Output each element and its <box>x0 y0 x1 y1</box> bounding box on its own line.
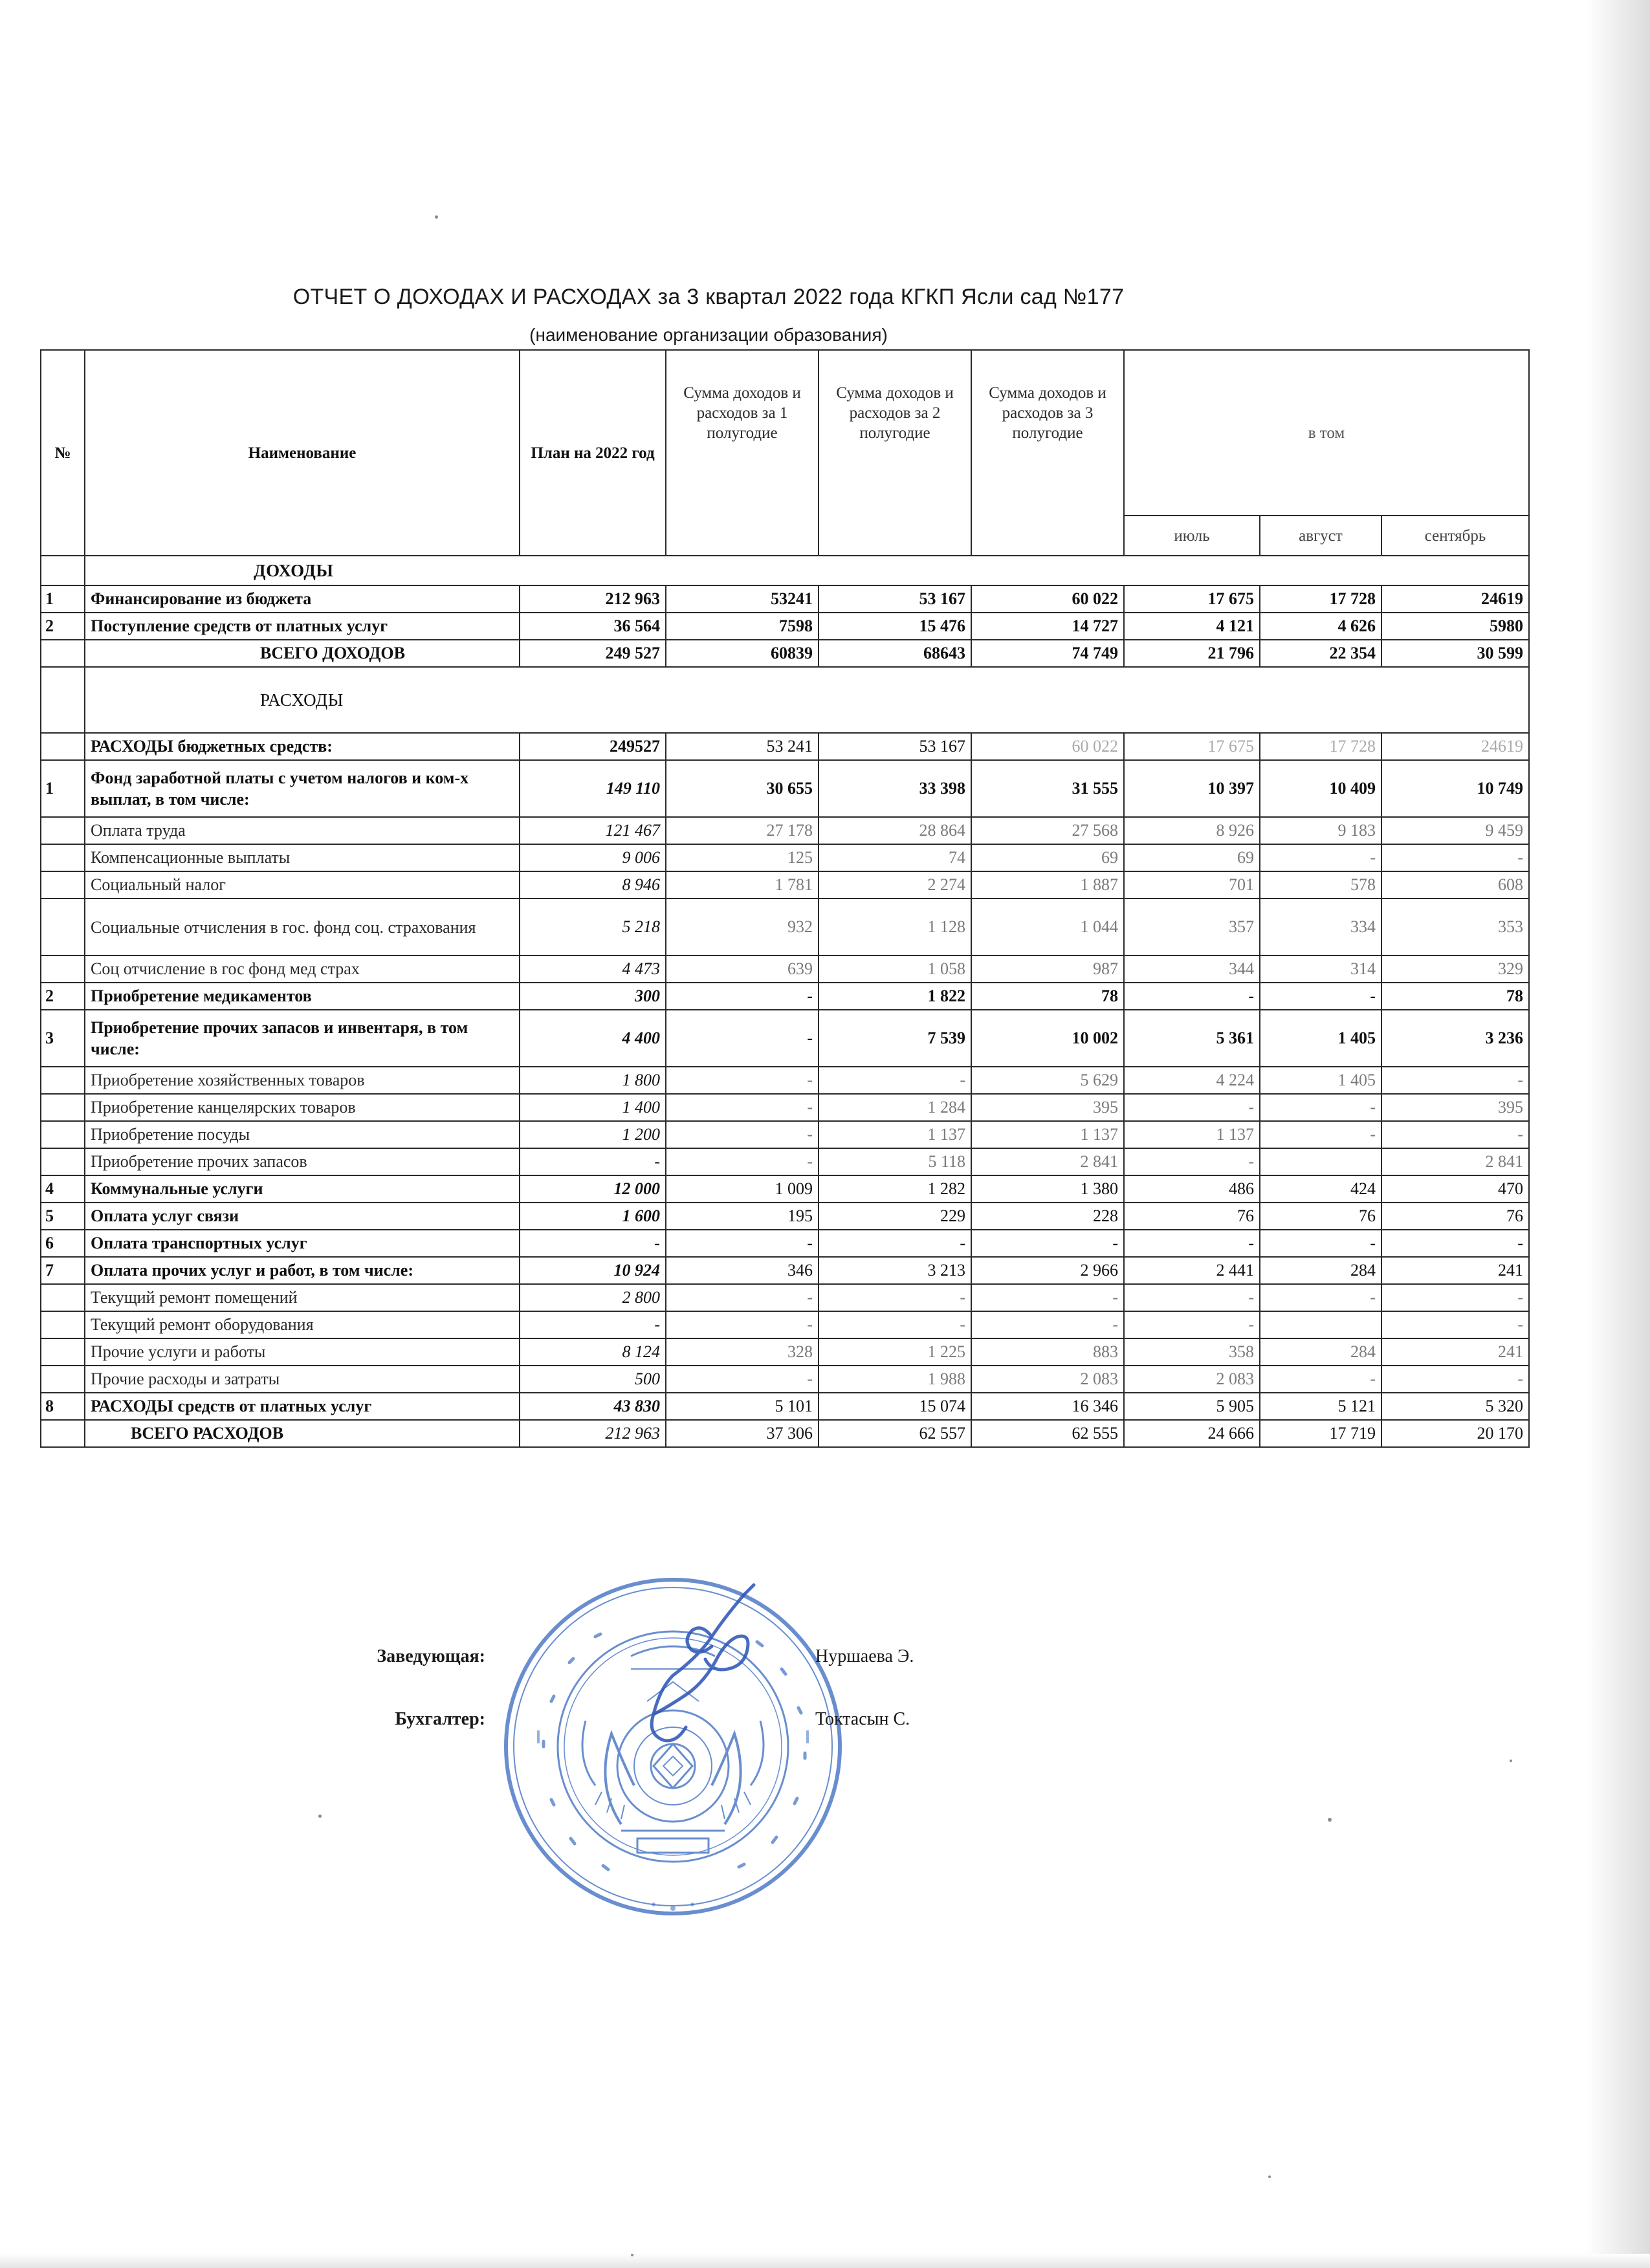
income-total-h3: 74 749 <box>971 640 1124 667</box>
header-half-3: Сумма доходов и расходов за 3 полугодие <box>971 350 1124 556</box>
expense-row <box>41 1067 1529 1094</box>
expense-row-index: 3 <box>41 1010 85 1067</box>
expense-row-index: 6 <box>41 1230 85 1257</box>
expense-row-h3: 2 841 <box>971 1148 1124 1175</box>
expense-row-plan: - <box>520 1230 666 1257</box>
expense-row-jul: - <box>1124 1230 1260 1257</box>
expense-row-h1: 639 <box>666 955 819 983</box>
expense-row-name: Прочие расходы и затраты <box>85 1366 520 1393</box>
header-half-1: Сумма доходов и расходов за 1 полугодие <box>666 350 819 556</box>
budget-expenses-h1: 53 241 <box>666 733 819 760</box>
expense-row <box>41 1311 1529 1338</box>
expense-row-h1: 5 101 <box>666 1393 819 1420</box>
expense-row-plan: 300 <box>520 983 666 1010</box>
expense-row-name: Приобретение прочих запасов <box>85 1148 520 1175</box>
expense-row-plan: 1 200 <box>520 1121 666 1148</box>
expense-row-index: 7 <box>41 1257 85 1284</box>
expense-row-plan: 10 924 <box>520 1257 666 1284</box>
expense-row-sep: 241 <box>1381 1338 1529 1366</box>
expense-row-aug: - <box>1260 1366 1381 1393</box>
expense-row-name: Приобретение медикаментов <box>85 983 520 1010</box>
expense-row-aug: - <box>1260 983 1381 1010</box>
expense-row-aug: 424 <box>1260 1175 1381 1203</box>
expense-row-aug: 1 405 <box>1260 1067 1381 1094</box>
header-num: № <box>41 350 85 556</box>
header-july: июль <box>1124 516 1260 556</box>
scan-speck <box>631 2254 633 2256</box>
expense-row-index <box>41 1338 85 1366</box>
expense-row-plan: 5 218 <box>520 899 666 955</box>
expense-row-h3: 1 137 <box>971 1121 1124 1148</box>
expense-row-aug: 314 <box>1260 955 1381 983</box>
budget-expenses-name: РАСХОДЫ бюджетных средств: <box>85 733 520 760</box>
expense-row-h2: 1 225 <box>819 1338 971 1366</box>
expense-row-h2: 1 128 <box>819 899 971 955</box>
expense-row-index: 1 <box>41 760 85 817</box>
income-row-sep: 24619 <box>1381 585 1529 613</box>
expense-row-h2: 3 213 <box>819 1257 971 1284</box>
expense-row-sep: - <box>1381 1121 1529 1148</box>
budget-expenses-h3: 60 022 <box>971 733 1124 760</box>
expense-row-plan: - <box>520 1311 666 1338</box>
income-total-aug: 22 354 <box>1260 640 1381 667</box>
income-row-plan: 36 564 <box>520 613 666 640</box>
expense-row-h1: - <box>666 1230 819 1257</box>
expense-row-h2: 1 282 <box>819 1175 971 1203</box>
expense-row-h1: 346 <box>666 1257 819 1284</box>
expense-row-plan: 1 400 <box>520 1094 666 1121</box>
income-total-idx <box>41 640 85 667</box>
expense-row-jul: 486 <box>1124 1175 1260 1203</box>
expense-row-h2: 33 398 <box>819 760 971 817</box>
expense-row-index <box>41 1148 85 1175</box>
expense-row-sep: 608 <box>1381 871 1529 899</box>
income-total-h1: 60839 <box>666 640 819 667</box>
expense-row-h3: 987 <box>971 955 1124 983</box>
income-row-sep: 5980 <box>1381 613 1529 640</box>
expense-row-h1: - <box>666 983 819 1010</box>
expense-row-h2: 28 864 <box>819 817 971 844</box>
expense-row-h1: 932 <box>666 899 819 955</box>
expense-row-sep: 395 <box>1381 1094 1529 1121</box>
expense-row-h3: 228 <box>971 1203 1124 1230</box>
expense-row-h2: 1 284 <box>819 1094 971 1121</box>
expense-row-index <box>41 1366 85 1393</box>
expense-row-aug: - <box>1260 1284 1381 1311</box>
expense-row <box>41 1284 1529 1311</box>
income-row-h1: 53241 <box>666 585 819 613</box>
scan-speck <box>318 1815 322 1818</box>
expense-row-name: Социальные отчисления в гос. фонд соц. страхования <box>85 899 520 955</box>
expense-row <box>41 1257 1529 1284</box>
expense-row <box>41 760 1529 817</box>
expense-row-h1: - <box>666 1311 819 1338</box>
expense-row-sep: 353 <box>1381 899 1529 955</box>
expense-row <box>41 983 1529 1010</box>
expense-row-h3: 1 380 <box>971 1175 1124 1203</box>
expense-row-aug: - <box>1260 1094 1381 1121</box>
expense-row-plan: 1 600 <box>520 1203 666 1230</box>
expense-row-sep: 78 <box>1381 983 1529 1010</box>
expense-row-sep: - <box>1381 1311 1529 1338</box>
expense-row-aug: 284 <box>1260 1257 1381 1284</box>
header-august: август <box>1260 516 1381 556</box>
income-row-h2: 15 476 <box>819 613 971 640</box>
expense-row-sep: - <box>1381 1284 1529 1311</box>
expense-row-jul: - <box>1124 1284 1260 1311</box>
expense-row-name: Компенсационные выплаты <box>85 844 520 871</box>
expense-row <box>41 1338 1529 1366</box>
scan-speck <box>435 215 438 219</box>
expense-row-jul: 10 397 <box>1124 760 1260 817</box>
expense-row-aug: 76 <box>1260 1203 1381 1230</box>
expense-row-h3: - <box>971 1284 1124 1311</box>
scan-speck <box>1268 2175 1271 2178</box>
expense-row-sep: - <box>1381 1230 1529 1257</box>
expense-row-h1: 1 781 <box>666 871 819 899</box>
expense-row-index <box>41 955 85 983</box>
expense-row-sep: 76 <box>1381 1203 1529 1230</box>
income-total-sep: 30 599 <box>1381 640 1529 667</box>
expense-row-jul: - <box>1124 1148 1260 1175</box>
expense-row-name: Соц отчисление в гос фонд мед страх <box>85 955 520 983</box>
expense-row-name: Текущий ремонт помещений <box>85 1284 520 1311</box>
expense-row <box>41 1094 1529 1121</box>
income-row-index: 2 <box>41 613 85 640</box>
income-row-h3: 60 022 <box>971 585 1124 613</box>
expense-row-h3: 10 002 <box>971 1010 1124 1067</box>
expense-row-plan: 149 110 <box>520 760 666 817</box>
income-rows <box>41 585 1529 640</box>
expense-row-plan: 121 467 <box>520 817 666 844</box>
expense-total-h3: 62 555 <box>971 1420 1124 1447</box>
expense-row-aug: - <box>1260 844 1381 871</box>
header-september: сентябрь <box>1381 516 1529 556</box>
income-total-plan: 249 527 <box>520 640 666 667</box>
expense-row <box>41 844 1529 871</box>
expense-row-h3: 2 966 <box>971 1257 1124 1284</box>
expense-row-plan: 8 946 <box>520 871 666 899</box>
expense-total-aug: 17 719 <box>1260 1420 1381 1447</box>
expense-row-h3: - <box>971 1311 1124 1338</box>
expense-row-jul: 701 <box>1124 871 1260 899</box>
head-signature-name: Нуршаева Э. <box>815 1646 914 1666</box>
expense-row-name: Текущий ремонт оборудования <box>85 1311 520 1338</box>
expense-row-sep: 2 841 <box>1381 1148 1529 1175</box>
income-row-name: Поступление средств от платных услуг <box>85 613 520 640</box>
expense-total-jul: 24 666 <box>1124 1420 1260 1447</box>
expense-row-aug: 5 121 <box>1260 1393 1381 1420</box>
expense-row-h3: - <box>971 1230 1124 1257</box>
expense-row-sep: 470 <box>1381 1175 1529 1203</box>
income-total-h2: 68643 <box>819 640 971 667</box>
expense-row-h1: 30 655 <box>666 760 819 817</box>
expense-row-aug: 284 <box>1260 1338 1381 1366</box>
accountant-signature-name: Токтасын С. <box>815 1709 910 1729</box>
expense-row-h2: 1 137 <box>819 1121 971 1148</box>
expense-row <box>41 871 1529 899</box>
expense-row-plan: 43 830 <box>520 1393 666 1420</box>
expense-row-aug: - <box>1260 1121 1381 1148</box>
income-row-aug: 4 626 <box>1260 613 1381 640</box>
expense-row-jul: 76 <box>1124 1203 1260 1230</box>
expense-row-h1: 195 <box>666 1203 819 1230</box>
expense-row <box>41 1148 1529 1175</box>
income-row <box>41 585 1529 613</box>
expense-row-h1: - <box>666 1366 819 1393</box>
expense-row <box>41 1010 1529 1067</box>
expense-row-h2: - <box>819 1230 971 1257</box>
budget-expenses-plan: 249527 <box>520 733 666 760</box>
expense-row-h2: 1 822 <box>819 983 971 1010</box>
expense-row-sep: 5 320 <box>1381 1393 1529 1420</box>
expense-row-plan: 9 006 <box>520 844 666 871</box>
expense-row-h2: 1 058 <box>819 955 971 983</box>
expense-row-index: 2 <box>41 983 85 1010</box>
expense-row-jul: 2 441 <box>1124 1257 1260 1284</box>
expense-row-h2: 1 988 <box>819 1366 971 1393</box>
expense-row-jul: 344 <box>1124 955 1260 983</box>
report-table <box>40 349 1530 1448</box>
expense-row-index <box>41 1121 85 1148</box>
income-row-jul: 4 121 <box>1124 613 1260 640</box>
expense-row-name: Фонд заработной платы с учетом налогов и ком-х выплат, в том числе: <box>85 760 520 817</box>
expense-row-sep: 3 236 <box>1381 1010 1529 1067</box>
expense-row-sep: 9 459 <box>1381 817 1529 844</box>
expense-row-jul: 2 083 <box>1124 1366 1260 1393</box>
income-row-index: 1 <box>41 585 85 613</box>
expense-row-h2: 5 118 <box>819 1148 971 1175</box>
expense-row-h1: - <box>666 1010 819 1067</box>
expense-row-index: 4 <box>41 1175 85 1203</box>
expense-row-index <box>41 1284 85 1311</box>
expense-row-plan: 12 000 <box>520 1175 666 1203</box>
income-total-name: ВСЕГО ДОХОДОВ <box>85 640 520 667</box>
expense-row-sep: 329 <box>1381 955 1529 983</box>
expense-row-h3: 16 346 <box>971 1393 1124 1420</box>
expense-row-h2: - <box>819 1311 971 1338</box>
expense-row-h3: 5 629 <box>971 1067 1124 1094</box>
expense-row-plan: 4 473 <box>520 955 666 983</box>
expense-row-index: 5 <box>41 1203 85 1230</box>
expense-row-h2: 15 074 <box>819 1393 971 1420</box>
expense-section-blank <box>41 667 85 733</box>
header-plan: План на 2022 год <box>520 350 666 556</box>
report-subtitle: (наименование организации образования) <box>529 325 888 345</box>
header-name: Наименование <box>85 350 520 556</box>
expense-row-jul: 8 926 <box>1124 817 1260 844</box>
expense-row-jul: - <box>1124 1311 1260 1338</box>
expense-row <box>41 1393 1529 1420</box>
expense-row-h3: 395 <box>971 1094 1124 1121</box>
expense-row-jul: 4 224 <box>1124 1067 1260 1094</box>
expense-row-jul: 5 361 <box>1124 1010 1260 1067</box>
expense-total-sep: 20 170 <box>1381 1420 1529 1447</box>
budget-expenses-aug: 17 728 <box>1260 733 1381 760</box>
expense-row-h2: - <box>819 1284 971 1311</box>
report-title: ОТЧЕТ О ДОХОДАХ И РАСХОДАХ за 3 квартал 2022 года КГКП Ясли сад №177 <box>292 285 1125 309</box>
expense-row-name: Приобретение хозяйственных товаров <box>85 1067 520 1094</box>
expense-row-h3: 2 083 <box>971 1366 1124 1393</box>
expense-row-plan: 500 <box>520 1366 666 1393</box>
expense-row <box>41 817 1529 844</box>
handwritten-signature-icon <box>615 1578 783 1753</box>
expense-row-h3: 31 555 <box>971 760 1124 817</box>
expense-row <box>41 1366 1529 1393</box>
expense-row-plan: 8 124 <box>520 1338 666 1366</box>
expense-row-jul: 358 <box>1124 1338 1260 1366</box>
expense-row-plan: 1 800 <box>520 1067 666 1094</box>
expense-row-aug: - <box>1260 1230 1381 1257</box>
expense-row-aug: 1 405 <box>1260 1010 1381 1067</box>
expense-row-index <box>41 871 85 899</box>
header-including: в том <box>1124 350 1529 516</box>
head-signature-label: Заведующая: <box>377 1646 485 1666</box>
accountant-signature-label: Бухгалтер: <box>395 1709 485 1729</box>
income-section-blank <box>41 556 85 585</box>
expense-row-h2: 7 539 <box>819 1010 971 1067</box>
expense-row-name: Прочие услуги и работы <box>85 1338 520 1366</box>
budget-expenses-sep: 24619 <box>1381 733 1529 760</box>
expense-row-sep: 10 749 <box>1381 760 1529 817</box>
expense-row <box>41 1203 1529 1230</box>
income-row-h1: 7598 <box>666 613 819 640</box>
expense-row-jul: 69 <box>1124 844 1260 871</box>
expense-row-jul: - <box>1124 1094 1260 1121</box>
income-row-h3: 14 727 <box>971 613 1124 640</box>
income-total-jul: 21 796 <box>1124 640 1260 667</box>
expense-row-name: РАСХОДЫ средств от платных услуг <box>85 1393 520 1420</box>
expense-row-index <box>41 817 85 844</box>
expense-row-index <box>41 1094 85 1121</box>
expense-row-name: Оплата прочих услуг и работ, в том числе: <box>85 1257 520 1284</box>
expense-row-h3: 1 887 <box>971 871 1124 899</box>
expense-rows <box>41 760 1529 1420</box>
expense-total-plan: 212 963 <box>520 1420 666 1447</box>
expense-row-h1: - <box>666 1094 819 1121</box>
expense-row-jul: - <box>1124 983 1260 1010</box>
budget-expenses-idx <box>41 733 85 760</box>
expense-total-h1: 37 306 <box>666 1420 819 1447</box>
expense-row-h1: - <box>666 1067 819 1094</box>
expense-row <box>41 1121 1529 1148</box>
expense-row-aug: 334 <box>1260 899 1381 955</box>
expense-row-sep: - <box>1381 844 1529 871</box>
expense-row-index <box>41 1067 85 1094</box>
expense-row-h1: - <box>666 1284 819 1311</box>
expense-row-name: Оплата труда <box>85 817 520 844</box>
expense-row-h1: 125 <box>666 844 819 871</box>
expense-row-name: Приобретение посуды <box>85 1121 520 1148</box>
budget-expenses-h2: 53 167 <box>819 733 971 760</box>
expense-row-h1: - <box>666 1121 819 1148</box>
expense-row-index: 8 <box>41 1393 85 1420</box>
income-row-name: Финансирование из бюджета <box>85 585 520 613</box>
expense-row-h3: 78 <box>971 983 1124 1010</box>
expense-row-jul: 1 137 <box>1124 1121 1260 1148</box>
expense-row-h3: 27 568 <box>971 817 1124 844</box>
expense-row-aug: 578 <box>1260 871 1381 899</box>
expense-row-h2: 74 <box>819 844 971 871</box>
expense-row-plan: - <box>520 1148 666 1175</box>
expense-row-h3: 1 044 <box>971 899 1124 955</box>
expense-total-idx <box>41 1420 85 1447</box>
expense-row-h1: 27 178 <box>666 817 819 844</box>
expense-row-aug: 10 409 <box>1260 760 1381 817</box>
scan-bottom-shadow <box>0 2254 1650 2268</box>
income-row-jul: 17 675 <box>1124 585 1260 613</box>
scan-speck <box>1328 1818 1332 1822</box>
income-row <box>41 613 1529 640</box>
scan-edge-shadow <box>1585 0 1650 2268</box>
expense-row-h1: - <box>666 1148 819 1175</box>
income-row-h2: 53 167 <box>819 585 971 613</box>
expense-total-h2: 62 557 <box>819 1420 971 1447</box>
expense-row-name: Коммунальные услуги <box>85 1175 520 1203</box>
expense-row-h3: 883 <box>971 1338 1124 1366</box>
expense-row <box>41 899 1529 955</box>
scan-speck <box>1510 1760 1512 1762</box>
expense-row-h1: 1 009 <box>666 1175 819 1203</box>
expense-total-name: ВСЕГО РАСХОДОВ <box>85 1420 520 1447</box>
expense-row-sep: - <box>1381 1366 1529 1393</box>
expense-row-h2: - <box>819 1067 971 1094</box>
expense-row <box>41 1230 1529 1257</box>
expense-row-aug <box>1260 1311 1381 1338</box>
expense-row-name: Приобретение канцелярских товаров <box>85 1094 520 1121</box>
income-row-aug: 17 728 <box>1260 585 1381 613</box>
expense-row-h2: 229 <box>819 1203 971 1230</box>
expense-row-index <box>41 1311 85 1338</box>
expense-row-jul: 5 905 <box>1124 1393 1260 1420</box>
expense-row-name: Приобретение прочих запасов и инвентаря, в том числе: <box>85 1010 520 1067</box>
expense-section-title: РАСХОДЫ <box>85 667 1529 733</box>
expense-row <box>41 955 1529 983</box>
expense-row-name: Социальный налог <box>85 871 520 899</box>
expense-row-h3: 69 <box>971 844 1124 871</box>
income-section-title: ДОХОДЫ <box>85 556 1529 585</box>
expense-row-aug <box>1260 1148 1381 1175</box>
expense-row-name: Оплата услуг связи <box>85 1203 520 1230</box>
expense-row-h1: 328 <box>666 1338 819 1366</box>
income-row-plan: 212 963 <box>520 585 666 613</box>
expense-row-aug: 9 183 <box>1260 817 1381 844</box>
expense-row-sep: 241 <box>1381 1257 1529 1284</box>
expense-row-plan: 2 800 <box>520 1284 666 1311</box>
expense-row <box>41 1175 1529 1203</box>
expense-row-name: Оплата транспортных услуг <box>85 1230 520 1257</box>
expense-row-h2: 2 274 <box>819 871 971 899</box>
expense-row-sep: - <box>1381 1067 1529 1094</box>
expense-row-plan: 4 400 <box>520 1010 666 1067</box>
header-half-2: Сумма доходов и расходов за 2 полугодие <box>819 350 971 556</box>
budget-expenses-jul: 17 675 <box>1124 733 1260 760</box>
expense-row-index <box>41 844 85 871</box>
expense-row-jul: 357 <box>1124 899 1260 955</box>
expense-row-index <box>41 899 85 955</box>
